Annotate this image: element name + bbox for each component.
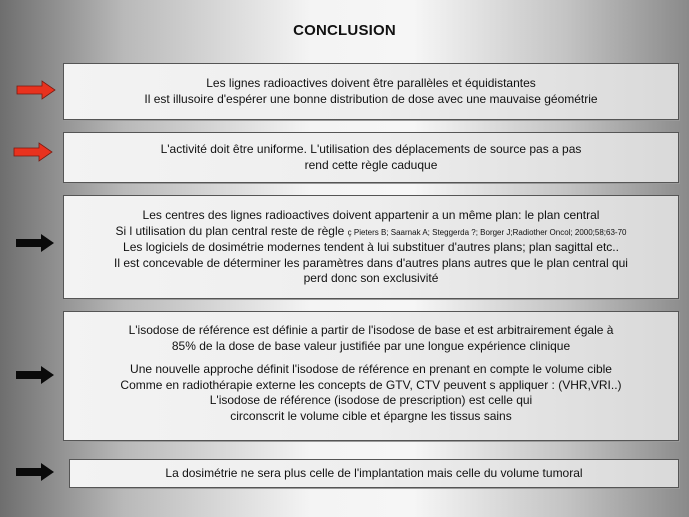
box-line: L'isodose de référence est définie a partir de l'isodose de base et est arbitrairement égale à [128,323,614,337]
box-line: Il est concevable de déterminer les paramètres dans d'autres plans autres que le plan central qui [114,255,628,270]
black-arrow-icon [15,233,55,253]
box-line: perd donc son exclusivité [303,271,439,285]
box-line: L'activité doit être uniforme. L'utilisation des déplacements de source pas a pas [160,142,582,156]
box-line: rend cette règle caduque [304,157,438,172]
text-box-geometry [63,63,679,120]
box-line: La dosimétrie ne sera plus celle de l'implantation mais celle du volume tumoral [165,466,583,480]
red-arrow-icon [13,142,53,162]
text-box-tumoral-volume [69,459,679,488]
text-box-activity [63,132,679,183]
red-arrow-icon [16,80,56,100]
box-line: Il est illusoire d'espérer une bonne distribution de dose avec une mauvaise géométrie [144,91,598,106]
black-arrow-icon [15,365,55,385]
black-arrow-icon [15,462,55,482]
box-line: L'isodose de référence (isodose de prescription) est celle qui [209,393,533,407]
box-line: Une nouvelle approche définit l'isodose de référence en prenant en compte le volume cible [130,362,612,376]
box-line [64,224,678,241]
text-box-reference-isodose [63,311,679,441]
slide-title: CONCLUSION [293,22,396,39]
box-line-main: Si l utilisation du plan central reste de règle [115,223,348,238]
reference-citation: ç Pieters B; Saarnak A; Steggerda ?; Borger J;Radiother Oncol; 2000;58;63-70 [347,227,627,237]
box-line: circonscrit le volume cible et épargne les tissus sains [230,408,512,423]
box-line: Les centres des lignes radioactives doivent appartenir a un même plan: le plan central [142,208,600,222]
text-box-central-plane [63,195,679,299]
box-line: 85% de la dose de base valeur justifiée par une longue expérience clinique [171,338,571,353]
box-line: Les logiciels de dosimétrie modernes tendent à lui substituer d'autres plans; plan sagittal etc.. [123,240,619,254]
box-line: Comme en radiothérapie externe les concepts de GTV, CTV peuvent s appliquer : (VHR,VRI..) [120,377,622,392]
box-line: Les lignes radioactives doivent être parallèles et équidistantes [206,76,536,90]
